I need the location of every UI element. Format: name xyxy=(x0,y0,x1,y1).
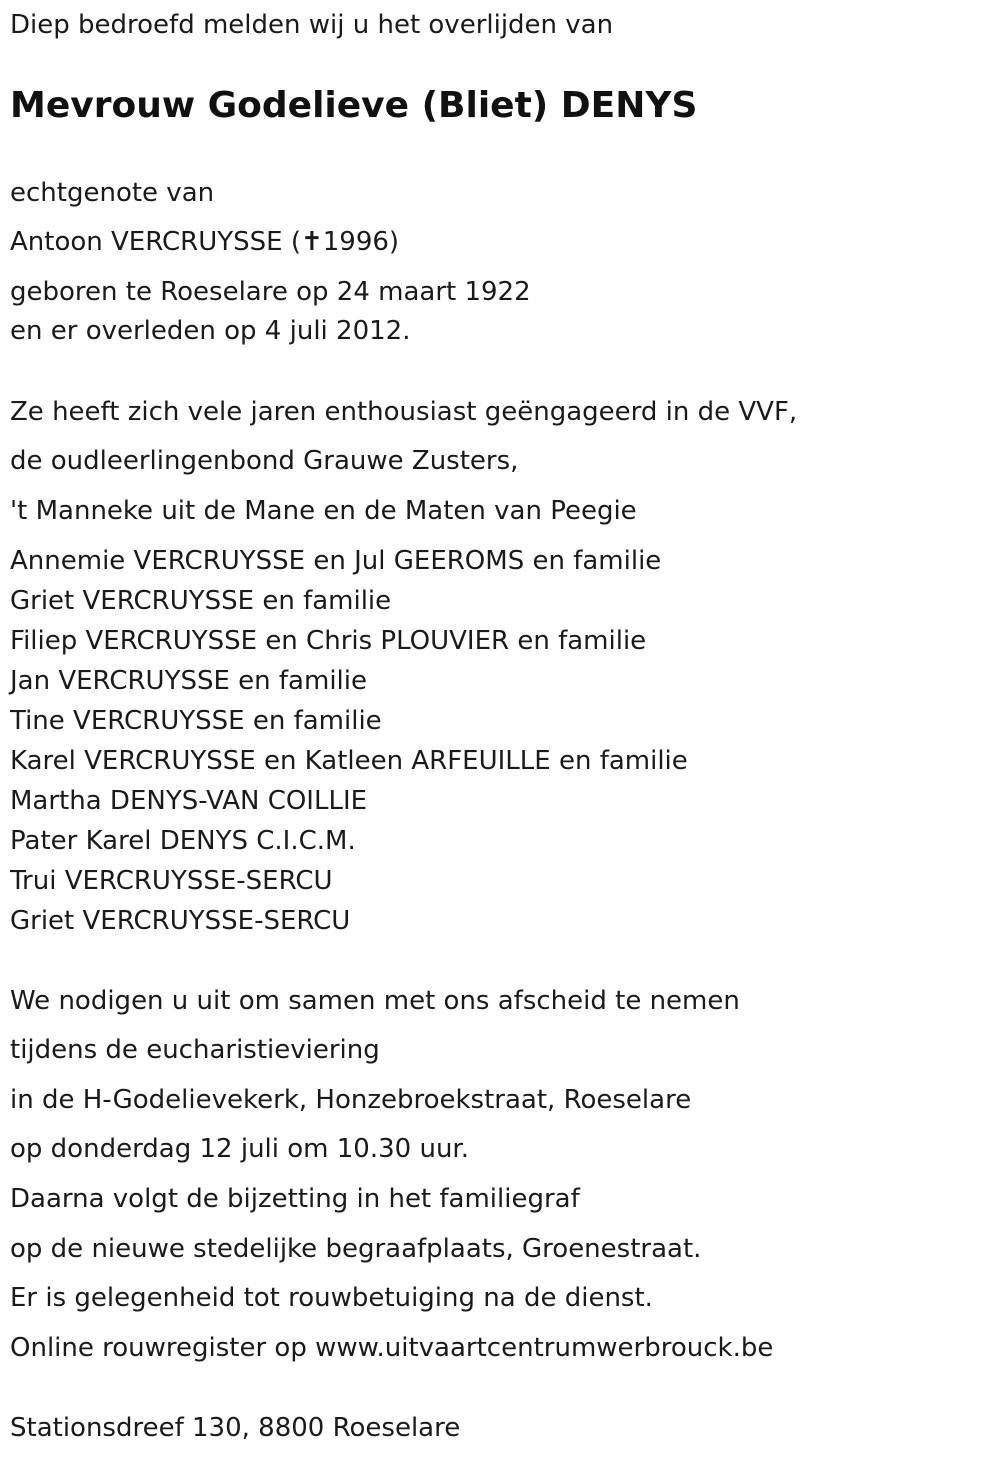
deceased-name: Mevrouw Godelieve (Bliet) DENYS xyxy=(10,85,698,126)
online-register-line: Online rouwregister op www.uitvaartcentrumwerbrouck.be xyxy=(10,1333,774,1363)
ceremony-line: Daarna volgt de bijzetting in het familiegraf xyxy=(10,1184,580,1214)
family-member: Filiep VERCRUYSSE en Chris PLOUVIER en familie xyxy=(10,626,647,656)
family-member: Jan VERCRUYSSE en familie xyxy=(10,666,367,696)
birth-text: geboren te Roeselare op 24 maart 1922 xyxy=(10,277,531,307)
engagement-line: Ze heeft zich vele jaren enthousiast geëngageerd in de VVF, xyxy=(10,397,798,427)
family-member: Karel VERCRUYSSE en Katleen ARFEUILLE en familie xyxy=(10,746,688,776)
ceremony-line: in de H-Godelievekerk, Honzebroekstraat, Roeselare xyxy=(10,1085,692,1115)
spouse-name: Antoon VERCRUYSSE (✝1996) xyxy=(10,227,400,257)
ceremony-line: op de nieuwe stedelijke begraafplaats, Groenestraat. xyxy=(10,1234,702,1264)
ceremony-line: We nodigen u uit om samen met ons afscheid te nemen xyxy=(10,986,740,1016)
death-text: en er overleden op 4 juli 2012. xyxy=(10,316,411,346)
family-member: Griet VERCRUYSSE-SERCU xyxy=(10,906,351,936)
family-member: Griet VERCRUYSSE en familie xyxy=(10,586,392,616)
intro-text: Diep bedroefd melden wij u het overlijden van xyxy=(10,10,614,40)
family-member: Martha DENYS-VAN COILLIE xyxy=(10,786,368,816)
address-text: Stationsdreef 130, 8800 Roeselare xyxy=(10,1413,461,1443)
family-member: Tine VERCRUYSSE en familie xyxy=(10,706,382,736)
ceremony-line: op donderdag 12 juli om 10.30 uur. xyxy=(10,1134,469,1164)
ceremony-line: tijdens de eucharistieviering xyxy=(10,1035,380,1065)
family-member: Trui VERCRUYSSE-SERCU xyxy=(10,866,333,896)
engagement-line: de oudleerlingenbond Grauwe Zusters, xyxy=(10,446,519,476)
family-member: Pater Karel DENYS C.I.C.M. xyxy=(10,826,356,856)
family-member: Annemie VERCRUYSSE en Jul GEEROMS en familie xyxy=(10,546,662,576)
spouse-label: echtgenote van xyxy=(10,178,215,208)
ceremony-line: Er is gelegenheid tot rouwbetuiging na de dienst. xyxy=(10,1283,653,1313)
engagement-line: 't Manneke uit de Mane en de Maten van Peegie xyxy=(10,496,637,526)
